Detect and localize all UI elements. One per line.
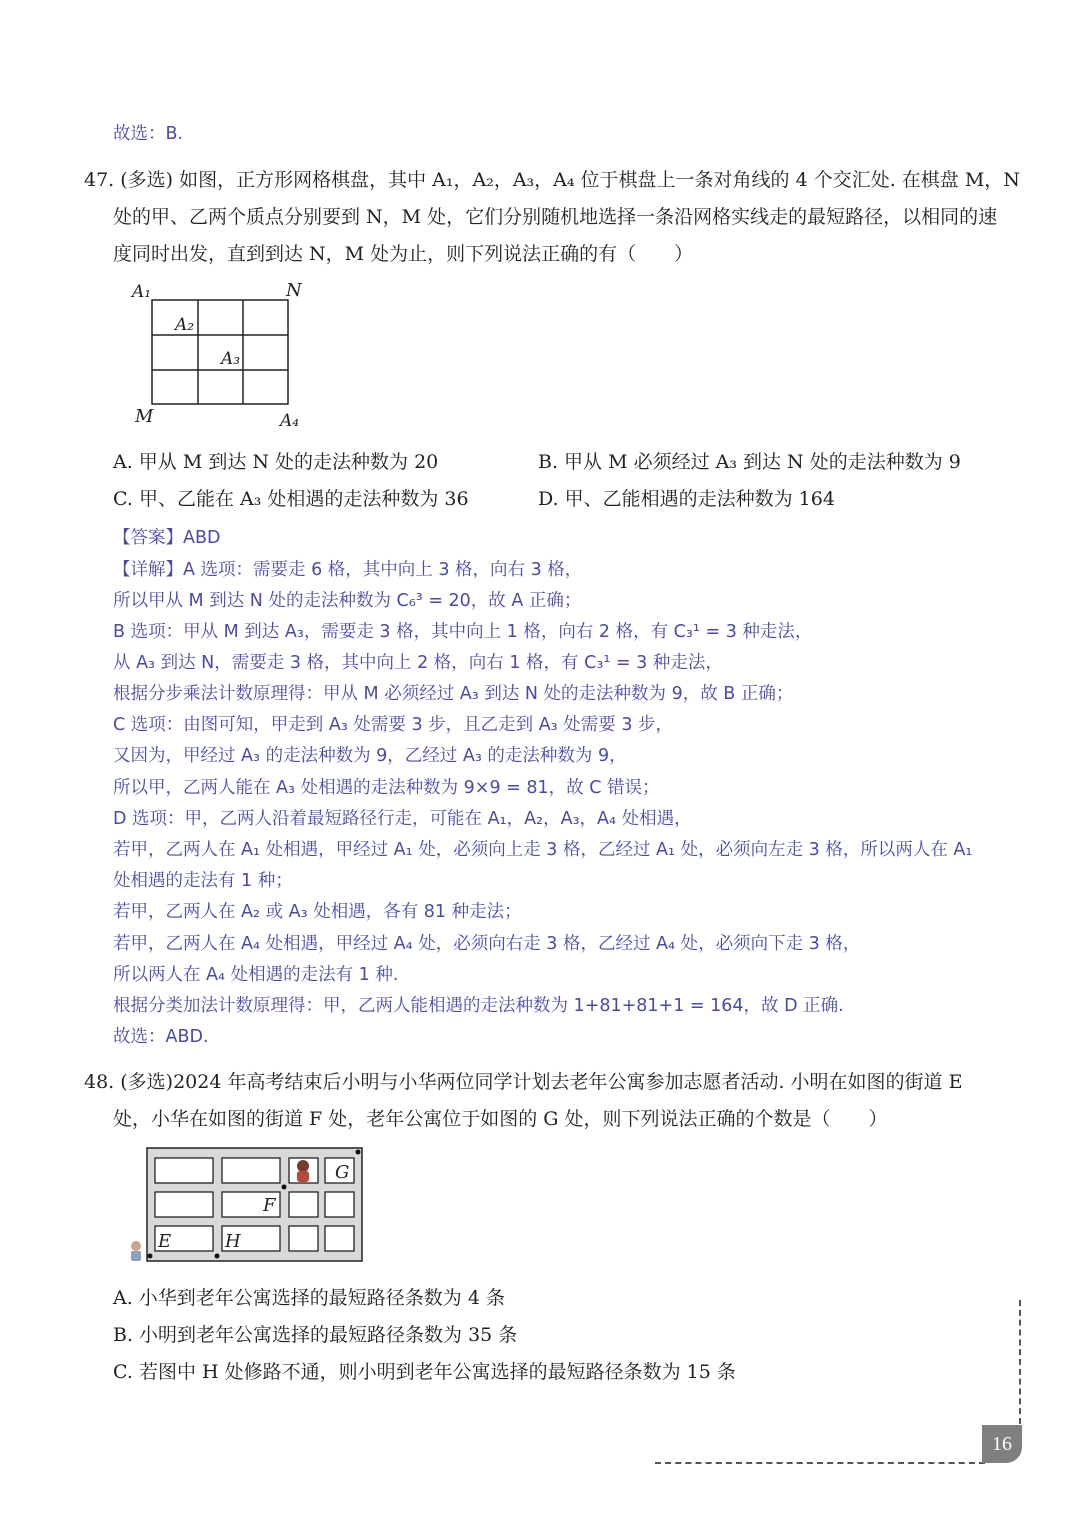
q48-option-b: B. 小明到老年公寓选择的最短路径条数为 35 条 — [113, 1324, 518, 1346]
q48-option-a: A. 小华到老年公寓选择的最短路径条数为 4 条 — [113, 1287, 505, 1309]
q47-solution-line: D 选项：甲，乙两人沿着最短路径行走，可能在 A₁，A₂，A₃，A₄ 处相遇， — [113, 809, 692, 829]
q48-line-1: 48. (多选)2024 年高考结束后小明与小华两位同学计划去老年公寓参加志愿者活动. 小明在如图的街道 E — [84, 1071, 963, 1093]
label-a2: A₂ — [175, 315, 195, 335]
q47-grid-figure — [125, 278, 315, 433]
q47-solution-line: B 选项：甲从 M 到达 A₃，需要走 3 格，其中向上 1 格，向右 2 格，有 C₃¹ = 3 种走法， — [113, 622, 813, 642]
q47-solution-line: 故选：ABD. — [113, 1027, 209, 1047]
label-m: M — [135, 406, 154, 427]
point-h-dot — [215, 1254, 220, 1259]
q47-answer: 【答案】ABD — [113, 528, 221, 548]
label-e: E — [158, 1231, 172, 1252]
label-h: H — [225, 1231, 241, 1252]
q47-option-a: A. 甲从 M 到达 N 处的走法种数为 20 — [113, 451, 439, 473]
label-n: N — [286, 280, 302, 301]
q47-solution-line: 【详解】A 选项：需要走 6 格，其中向上 3 格，向右 3 格， — [113, 560, 583, 580]
label-g: G — [335, 1162, 350, 1183]
q47-solution-line: C 选项：由图可知，甲走到 A₃ 处需要 3 步，且乙走到 A₃ 处需要 3 步， — [113, 715, 674, 735]
q47-solution-line: 从 A₃ 到达 N，需要走 3 格，其中向上 2 格，向右 1 格，有 C₃¹ = 3 种走法， — [113, 653, 723, 673]
q47-solution-line: 根据分类加法计数原理得：甲，乙两人能相遇的走法种数为 1+81+81+1 = 164，故 D 正确. — [113, 996, 844, 1016]
label-a1: A₁ — [132, 282, 152, 302]
label-f: F — [263, 1195, 276, 1216]
q47-solution-line: 若甲，乙两人在 A₄ 处相遇，甲经过 A₄ 处，必须向右走 3 格，乙经过 A₄ 处，必须向下走 3 格， — [113, 934, 861, 954]
page-number: 16 — [982, 1425, 1022, 1463]
q47-option-d: D. 甲、乙能相遇的走法种数为 164 — [538, 488, 835, 510]
q47-line-3: 度同时出发，直到到达 N，M 处为止，则下列说法正确的有（ ） — [113, 243, 694, 265]
q47-solution-line: 处相遇的走法有 1 种； — [113, 871, 293, 891]
label-a3: A₃ — [221, 349, 241, 369]
student-icon — [131, 1241, 141, 1261]
point-f-dot — [282, 1185, 287, 1190]
point-g-dot — [356, 1150, 361, 1155]
q47-option-c: C. 甲、乙能在 A₃ 处相遇的走法种数为 36 — [113, 488, 469, 510]
prev-answer-line: 故选：B. — [113, 124, 184, 144]
q47-line-2: 处的甲、乙两个质点分别要到 N，M 处，它们分别随机地选择一条沿网格实线走的最短路径，以相同的速 — [113, 206, 998, 228]
q47-line-1: 47. (多选) 如图，正方形网格棋盘，其中 A₁，A₂，A₃，A₄ 位于棋盘上一条对角线的 4 个交汇处. 在棋盘 M，N — [84, 169, 1020, 191]
q47-solution-line: 所以两人在 A₄ 处相遇的走法有 1 种. — [113, 965, 399, 985]
q48-line-2: 处，小华在如图的街道 F 处，老年公寓位于如图的 G 处，则下列说法正确的个数是（ ） — [113, 1108, 888, 1130]
q48-street-figure — [125, 1142, 370, 1267]
q47-solution-line: 所以甲，乙两人能在 A₃ 处相遇的走法种数为 9×9 = 81，故 C 错误； — [113, 778, 660, 798]
q48-option-c: C. 若图中 H 处修路不通，则小明到老年公寓选择的最短路径条数为 15 条 — [113, 1361, 736, 1383]
label-a4: A₄ — [280, 411, 300, 431]
q47-solution-line: 若甲，乙两人在 A₁ 处相遇，甲经过 A₁ 处，必须向上走 3 格，乙经过 A₁ 处，必须向左走 3 格，所以两人在 A₁ — [113, 840, 973, 860]
q47-solution-line: 若甲，乙两人在 A₂ 或 A₃ 处相遇，各有 81 种走法； — [113, 902, 522, 922]
point-e-dot — [148, 1254, 153, 1259]
page-border-dashed-horizontal — [655, 1462, 985, 1464]
page-border-dashed-vertical — [1019, 1300, 1021, 1424]
q47-solution-line: 又因为，甲经过 A₃ 的走法种数为 9，乙经过 A₃ 的走法种数为 9， — [113, 746, 627, 766]
q47-solution-line: 根据分步乘法计数原理得：甲从 M 必须经过 A₃ 到达 N 处的走法种数为 9，故 B 正确； — [113, 684, 794, 704]
q47-solution-line: 所以甲从 M 到达 N 处的走法种数为 C₆³ = 20，故 A 正确； — [113, 591, 582, 611]
q47-option-b: B. 甲从 M 必须经过 A₃ 到达 N 处的走法种数为 9 — [538, 451, 961, 473]
